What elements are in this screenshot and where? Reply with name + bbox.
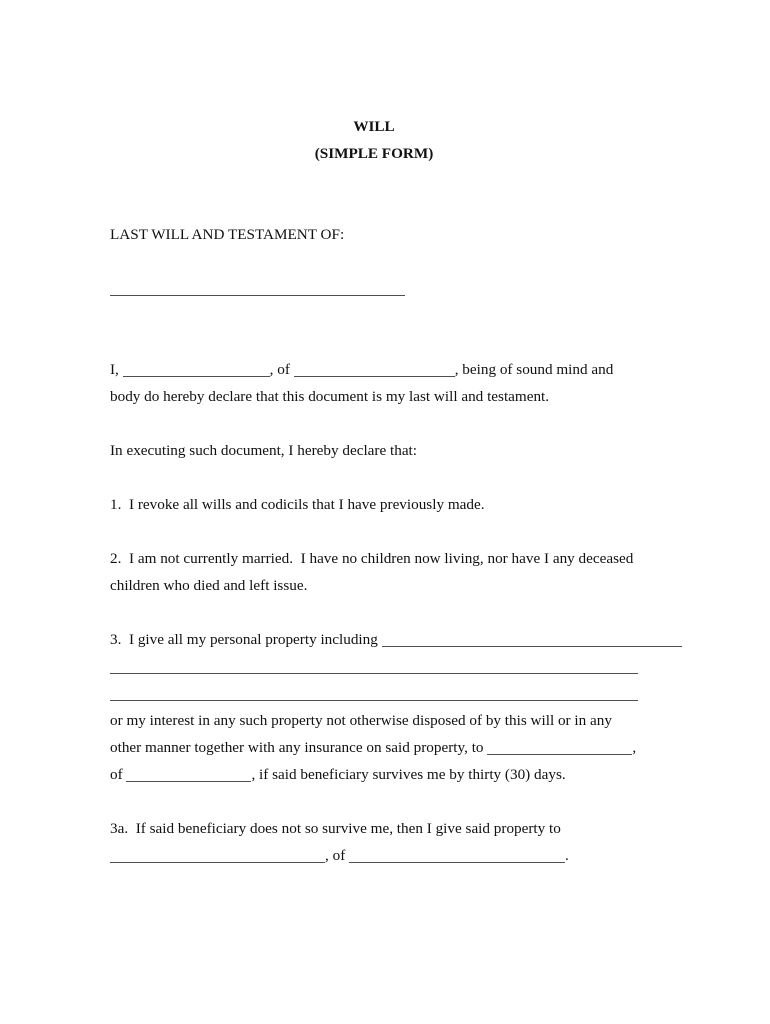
- subtitle-line: [110, 140, 638, 167]
- blank-field: [294, 376, 455, 377]
- text-run: , of: [269, 361, 294, 378]
- text-run: , of: [325, 847, 350, 864]
- clause-3-line-2: [110, 707, 638, 734]
- text-run: In executing such document, I hereby declare that:: [110, 442, 417, 459]
- clause-1-line: [110, 491, 638, 518]
- title-line: [110, 113, 638, 140]
- declaration-line-1: [110, 356, 638, 383]
- text-run: (SIMPLE FORM): [314, 145, 434, 162]
- clause-3-line-4: [110, 761, 638, 788]
- text-run: body do hereby declare that this document is my last will and testament.: [110, 388, 550, 405]
- clause-3-blank-line-2: [110, 680, 638, 707]
- text-run: 3. I give all my personal property including: [110, 631, 382, 648]
- spacer-line: [110, 302, 638, 329]
- document-body: [110, 113, 638, 869]
- blank-field: [126, 781, 251, 782]
- spacer-line: [110, 167, 638, 194]
- spacer-line: [110, 518, 638, 545]
- spacer-line: [110, 329, 638, 356]
- blank-field: [110, 673, 638, 674]
- executing-line: [110, 437, 638, 464]
- declaration-line-2: [110, 383, 638, 410]
- text-run: 2. I am not currently married. I have no children now living, nor have I any deceased: [110, 550, 634, 567]
- clause-3-line-3: [110, 734, 638, 761]
- spacer-line: [110, 599, 638, 626]
- spacer-line: [110, 248, 638, 275]
- clause-3-blank-line-1: [110, 653, 638, 680]
- blank-field: [123, 376, 270, 377]
- spacer-line: [110, 788, 638, 815]
- text-run: children who died and left issue.: [110, 577, 308, 594]
- blank-field: [349, 862, 565, 863]
- blank-field: [110, 862, 325, 863]
- clause-3-line-1: [110, 626, 638, 653]
- text-run: 1. I revoke all wills and codicils that I have previously made.: [110, 496, 485, 513]
- heading-line: [110, 221, 638, 248]
- text-run: I,: [110, 361, 123, 378]
- text-run: WILL: [353, 118, 395, 135]
- testator-name-blank-line: [110, 275, 638, 302]
- spacer-line: [110, 410, 638, 437]
- clause-2-line-1: [110, 545, 638, 572]
- text-run: .: [565, 847, 569, 864]
- text-run: ,: [632, 739, 637, 756]
- text-run: , if said beneficiary survives me by thirty (30) days.: [251, 766, 566, 783]
- text-run: other manner together with any insurance on said property, to: [110, 739, 488, 756]
- text-run: or my interest in any such property not otherwise disposed of by this will or in any: [110, 712, 612, 729]
- text-run: of: [110, 766, 127, 783]
- text-run: 3a. If said beneficiary does not so survive me, then I give said property to: [110, 820, 561, 837]
- blank-field: [487, 754, 632, 755]
- blank-field: [110, 295, 405, 296]
- text-run: , being of sound mind and: [454, 361, 614, 378]
- spacer-line: [110, 194, 638, 221]
- spacer-line: [110, 464, 638, 491]
- blank-field: [382, 646, 682, 647]
- text-run: LAST WILL AND TESTAMENT OF:: [110, 226, 345, 243]
- blank-field: [110, 700, 638, 701]
- clause-3a-line-1: [110, 815, 638, 842]
- clause-2-line-2: [110, 572, 638, 599]
- clause-3a-line-2: [110, 842, 638, 869]
